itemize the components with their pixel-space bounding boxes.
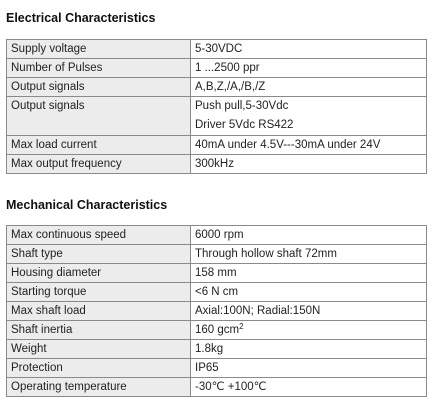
spec-label: Starting torque: [7, 283, 191, 302]
spec-value: Through hollow shaft 72mm: [191, 245, 427, 264]
mechanical-section-title: Mechanical Characteristics: [6, 198, 168, 212]
spec-label: Number of Pulses: [7, 59, 191, 78]
table-row: [7, 40, 427, 59]
table-row: [7, 359, 427, 378]
table-row: [7, 78, 427, 97]
spec-label: Max output frequency: [7, 155, 191, 174]
table-row: [7, 283, 427, 302]
spec-value: 1.8kg: [191, 340, 427, 359]
table-row: [7, 321, 427, 340]
spec-label: Max load current: [7, 136, 191, 155]
spec-value: 40mA under 4.5V---30mA under 24V: [191, 136, 427, 155]
spec-value: A,B,Z,/A,/B,/Z: [191, 78, 427, 97]
spec-value: IP65: [191, 359, 427, 378]
spec-value: -30℃ +100℃: [191, 378, 427, 397]
table-row: [7, 155, 427, 174]
spec-value: 158 mm: [191, 264, 427, 283]
spec-label: Shaft inertia: [7, 321, 191, 340]
spec-value: <6 N cm: [191, 283, 427, 302]
spec-label: Max shaft load: [7, 302, 191, 321]
spec-value: 5-30VDC: [191, 40, 427, 59]
table-row: [7, 136, 427, 155]
spec-value: 6000 rpm: [191, 226, 427, 245]
table-row: [7, 302, 427, 321]
spec-value: [191, 97, 427, 136]
table-row: [7, 378, 427, 397]
spec-label: Protection: [7, 359, 191, 378]
spec-label: Output signals: [7, 97, 191, 136]
spec-label: Supply voltage: [7, 40, 191, 59]
mechanical-characteristics-table: [6, 225, 427, 397]
spec-value-line: Push pull,5-30Vdc: [195, 100, 289, 112]
spec-value-line: Driver 5Vdc RS422: [195, 119, 294, 131]
table-row: [7, 245, 427, 264]
table-row: [7, 97, 427, 136]
spec-label: Weight: [7, 340, 191, 359]
spec-value: [191, 321, 427, 340]
spec-label: Output signals: [7, 78, 191, 97]
spec-label: Operating temperature: [7, 378, 191, 397]
spec-value: 1 ...2500 ppr: [191, 59, 427, 78]
spec-value: 300kHz: [191, 155, 427, 174]
table-row: [7, 59, 427, 78]
superscript-exponent: 2: [239, 322, 244, 331]
electrical-characteristics-table: [6, 39, 427, 174]
spec-label: Shaft type: [7, 245, 191, 264]
table-row: [7, 264, 427, 283]
table-row: [7, 226, 427, 245]
spec-value-text: 160 gcm: [195, 324, 240, 336]
spec-label: Max continuous speed: [7, 226, 191, 245]
electrical-section-title: Electrical Characteristics: [6, 11, 156, 25]
spec-value: Axial:100N; Radial:150N: [191, 302, 427, 321]
table-row: [7, 340, 427, 359]
spec-label: Housing diameter: [7, 264, 191, 283]
